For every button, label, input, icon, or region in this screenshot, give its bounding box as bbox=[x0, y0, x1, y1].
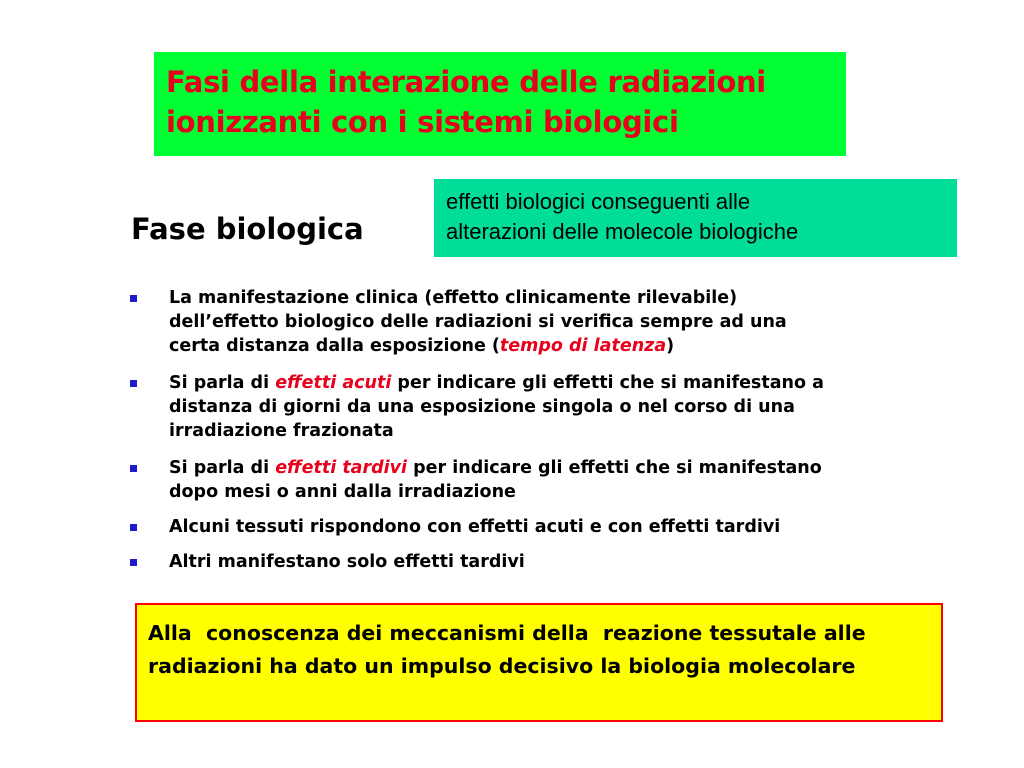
definition-line-1: effetti biologici conseguenti alle bbox=[446, 189, 751, 214]
bullet-item-latency bbox=[126, 286, 946, 358]
square-bullet-icon bbox=[130, 380, 137, 387]
square-bullet-icon bbox=[130, 524, 137, 531]
bullet-text: ) bbox=[666, 336, 675, 356]
bullet-text: irradiazione frazionata bbox=[169, 421, 394, 441]
slide-title-line-2: ionizzanti con i sistemi biologici bbox=[166, 105, 679, 139]
bullet-text: Altri manifestano solo effetti tardivi bbox=[169, 552, 525, 572]
bullet-item-some-tissues bbox=[126, 515, 946, 539]
slide-title-box bbox=[154, 52, 846, 156]
bullet-text-line bbox=[169, 371, 946, 395]
slide-title-line-1: Fasi della interazione delle radiazioni bbox=[166, 65, 766, 99]
bullet-text: per indicare gli effetti che si manifestano bbox=[407, 458, 822, 478]
definition-line-2: alterazioni delle molecole biologiche bbox=[446, 219, 799, 244]
square-bullet-icon bbox=[130, 295, 137, 302]
conclusion-box bbox=[135, 603, 943, 722]
conclusion-line-1: Alla conoscenza dei meccanismi della reazione tessutale alle bbox=[148, 621, 866, 645]
square-bullet-icon bbox=[130, 465, 137, 472]
square-bullet-icon bbox=[130, 559, 137, 566]
bullet-text: La manifestazione clinica (effetto clinicamente rilevabile) bbox=[169, 288, 738, 308]
bullet-text-line bbox=[169, 456, 946, 480]
bullet-text: Si parla di bbox=[169, 373, 276, 393]
bullet-text: dell’effetto biologico delle radiazioni si verifica sempre ad una bbox=[169, 312, 787, 332]
highlight-term: effetti acuti bbox=[275, 373, 392, 393]
highlight-term: effetti tardivi bbox=[275, 458, 408, 478]
bullet-item-acute-effects bbox=[126, 371, 946, 443]
bullet-text: dopo mesi o anni dalla irradiazione bbox=[169, 482, 516, 502]
bullet-text: Alcuni tessuti rispondono con effetti acuti e con effetti tardivi bbox=[169, 517, 781, 537]
definition-box bbox=[434, 179, 957, 257]
bullet-text: distanza di giorni da una esposizione singola o nel corso di una bbox=[169, 397, 795, 417]
bullet-list bbox=[126, 286, 946, 585]
conclusion-line-2: radiazioni ha dato un impulso decisivo la biologia molecolare bbox=[148, 654, 856, 678]
highlight-term: tempo di latenza bbox=[499, 336, 667, 356]
bullet-text-line bbox=[169, 334, 946, 358]
bullet-item-other-tissues bbox=[126, 550, 946, 574]
bullet-item-late-effects bbox=[126, 456, 946, 504]
bullet-text: per indicare gli effetti che si manifestano a bbox=[391, 373, 824, 393]
bullet-text: certa distanza dalla esposizione ( bbox=[169, 336, 500, 356]
section-heading: Fase biologica bbox=[131, 212, 364, 246]
bullet-text: Si parla di bbox=[169, 458, 276, 478]
